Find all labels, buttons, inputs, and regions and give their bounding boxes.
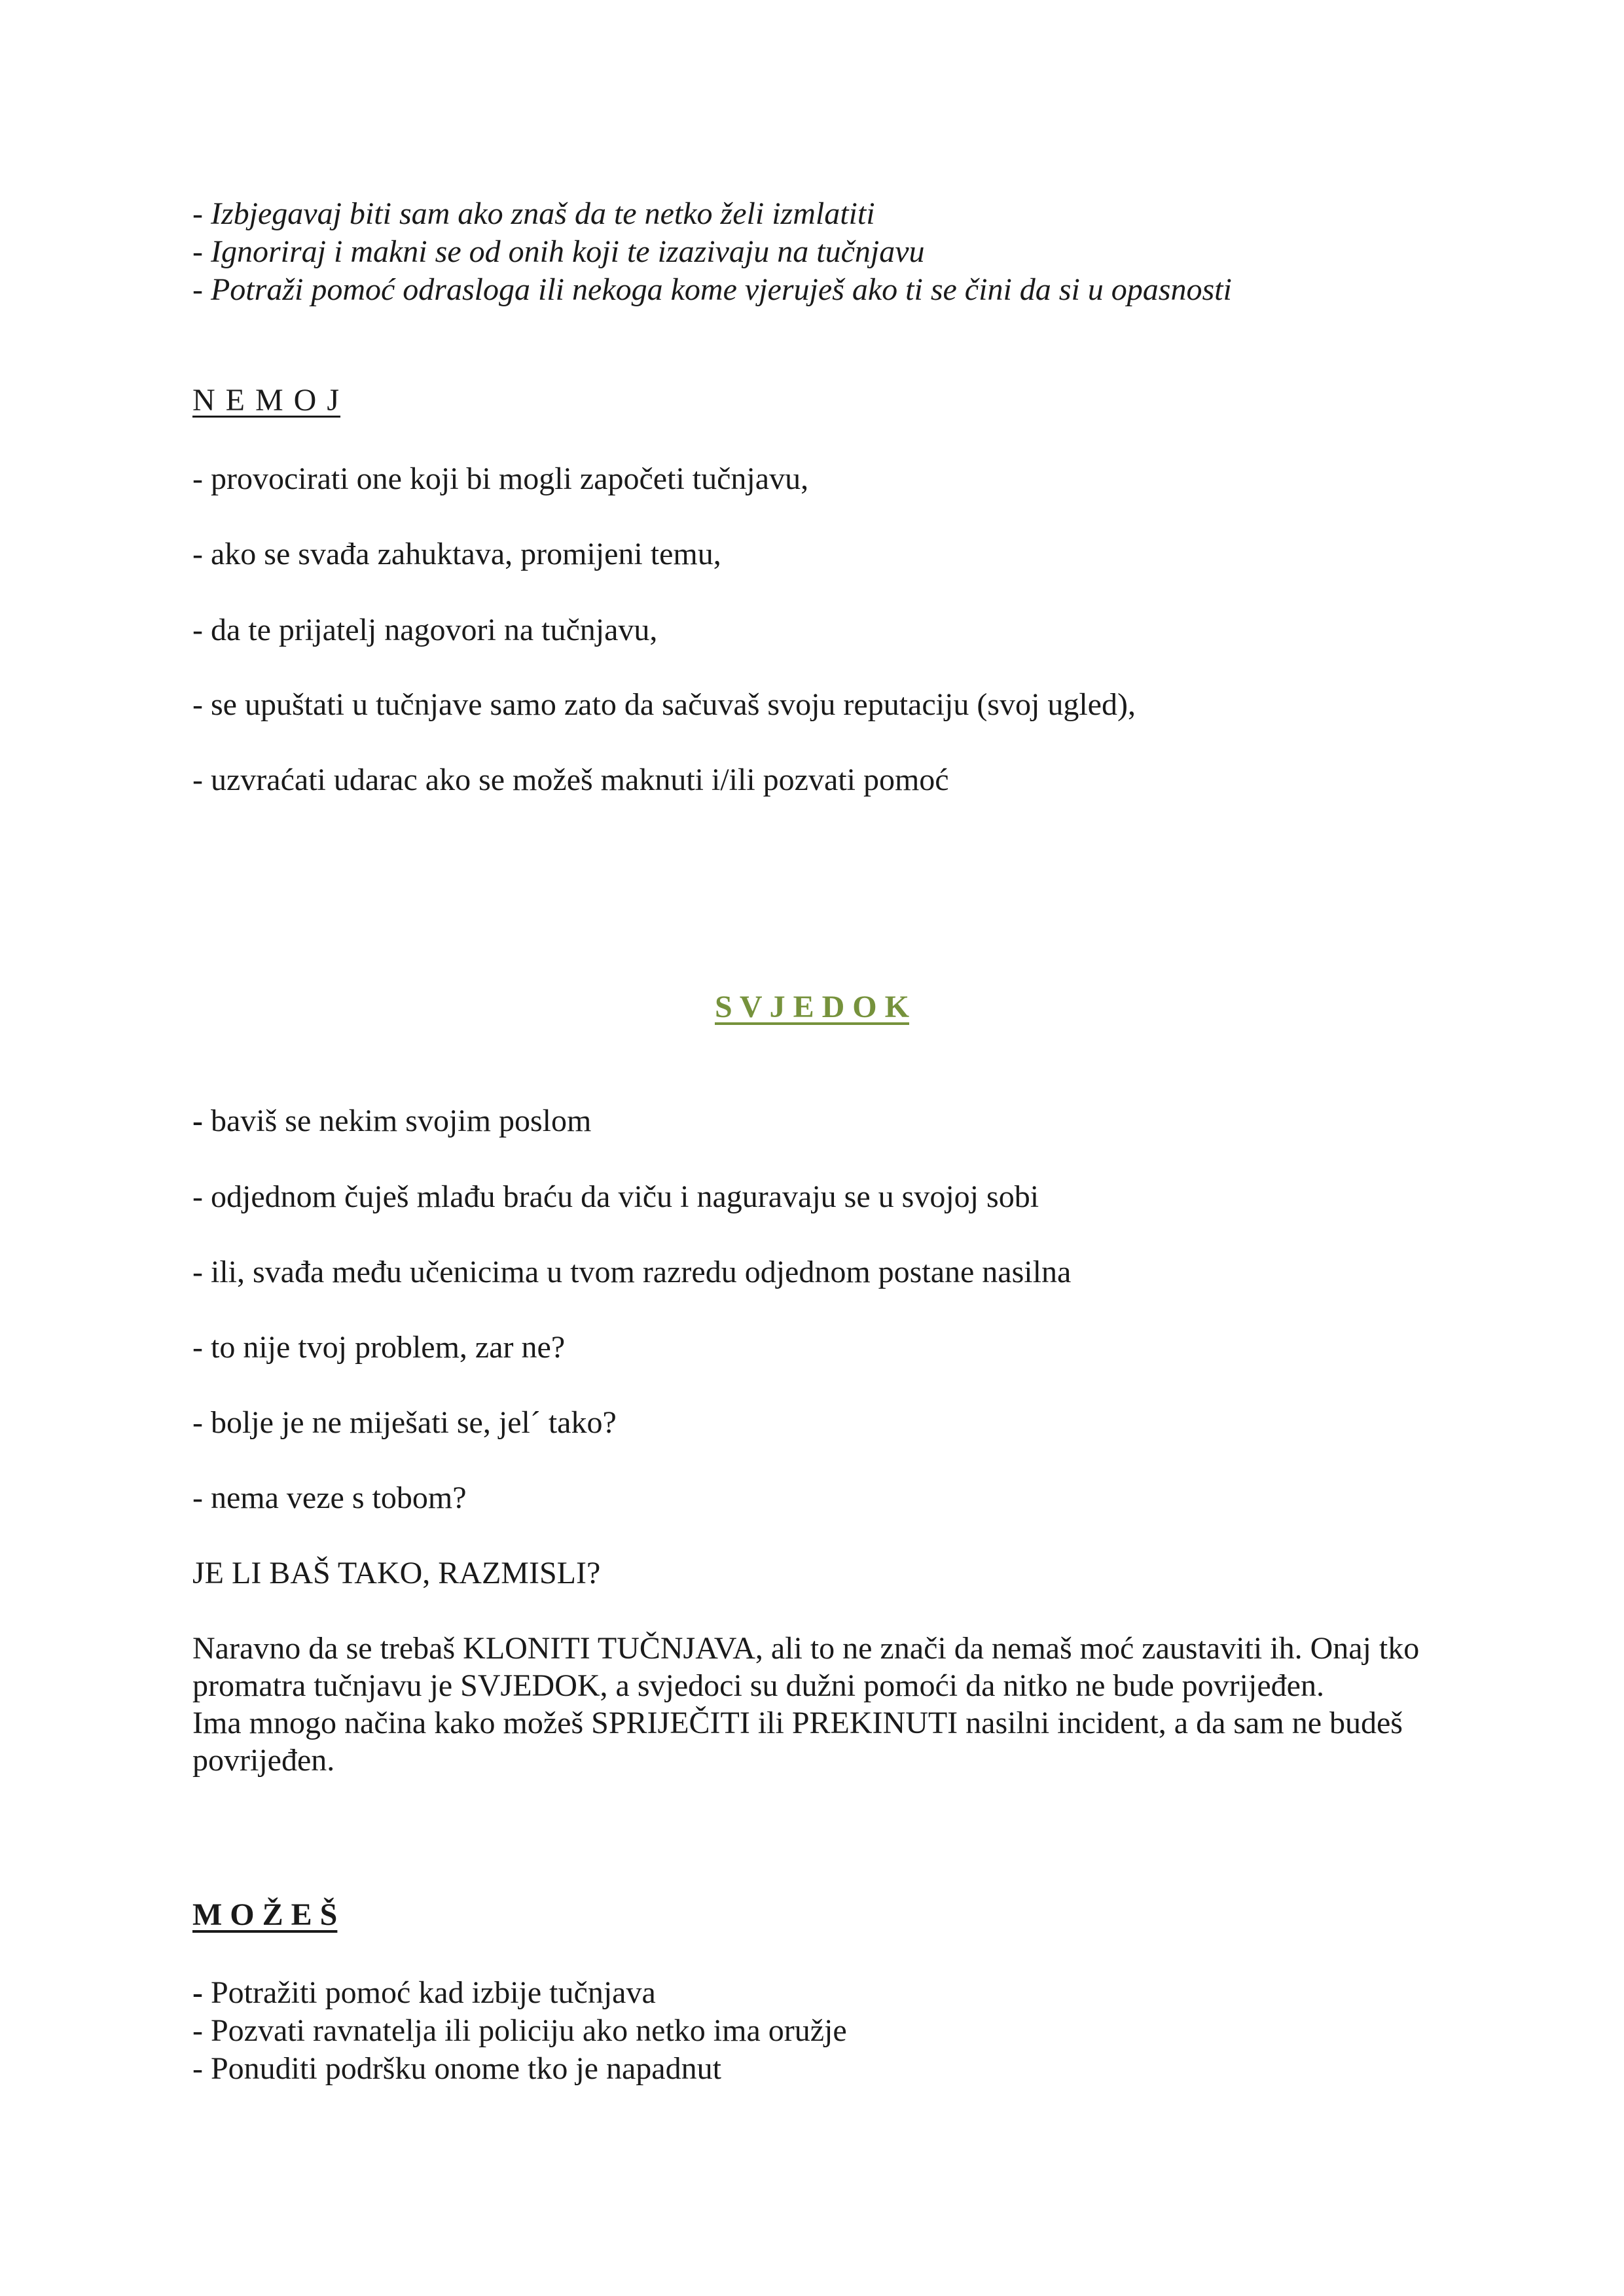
mozes-item-text: Potražiti pomoć kad izbije tučnjava	[202, 1975, 656, 2010]
svjedok-heading: S V J E D O K	[715, 990, 909, 1024]
svjedok-item: - to nije tvoj problem, zar ne?	[192, 1330, 566, 1365]
nemoj-item: - provocirati one koji bi mogli započeti tučnjavu,	[192, 461, 809, 496]
nemoj-item: - se upuštati u tučnjave samo zato da sačuvaš svoju reputaciju (svoj ugled),	[192, 687, 1136, 722]
svjedok-item: - bolje je ne miješati se, jel´ tako?	[192, 1405, 617, 1440]
nemoj-item: - uzvraćati udarac ako se možeš maknuti i/ili pozvati pomoć	[192, 762, 949, 797]
nemoj-item: - ako se svađa zahuktava, promijeni temu,	[192, 537, 721, 571]
intro-line: - Potraži pomoć odrasloga ili nekoga kome vjeruješ ako ti se čini da si u opasnosti	[192, 272, 1232, 307]
svjedok-paragraph: Ima mnogo načina kako možeš SPRIJEČITI ili PREKINUTI nasilni incident, a da sam ne budeš povrijeđen.	[192, 1706, 1403, 1778]
svjedok-item: - ili, svađa među učenicima u tvom razredu odjednom postane nasilna	[192, 1255, 1072, 1289]
intro-line: - Ignoriraj i makni se od onih koji te izazivaju na tučnjavu	[192, 234, 925, 269]
mozes-item	[192, 1974, 656, 2012]
intro-line: - Izbjegavaj biti sam ako znaš da te netko želi izmlatiti	[192, 196, 875, 231]
svjedok-item-dash: -	[192, 1103, 203, 1138]
mozes-item: - Pozvati ravnatelja ili policiju ako netko ima oružje	[192, 2013, 847, 2048]
mozes-heading: M O Ž E Š	[192, 1897, 338, 1932]
svjedok-item-text: baviš se nekim svojim poslom	[202, 1103, 592, 1138]
mozes-item: - Ponuditi podršku onome tko je napadnut	[192, 2051, 721, 2086]
svjedok-item: - odjednom čuješ mlađu braću da viču i naguravaju se u svojoj sobi	[192, 1179, 1039, 1214]
mozes-item-dash: -	[192, 1975, 203, 2010]
svjedok-item: - nema veze s tobom?	[192, 1480, 467, 1515]
svjedok-item	[192, 1102, 591, 1140]
svjedok-paragraph: Naravno da se trebaš KLONITI TUČNJAVA, ali to ne znači da nemaš moć zaustaviti ih. Onaj tko promatra tučnjavu je SVJEDOK, a svjedoci su dužni pomoći da nitko ne bude povrijeđen.	[192, 1631, 1420, 1703]
svjedok-paragraphs	[192, 1630, 1436, 1779]
nemoj-item: - da te prijatelj nagovori na tučnjavu,	[192, 613, 658, 647]
svjedok-question: JE LI BAŠ TAKO, RAZMISLI?	[192, 1556, 601, 1590]
nemoj-heading: N E M O J	[192, 383, 341, 418]
